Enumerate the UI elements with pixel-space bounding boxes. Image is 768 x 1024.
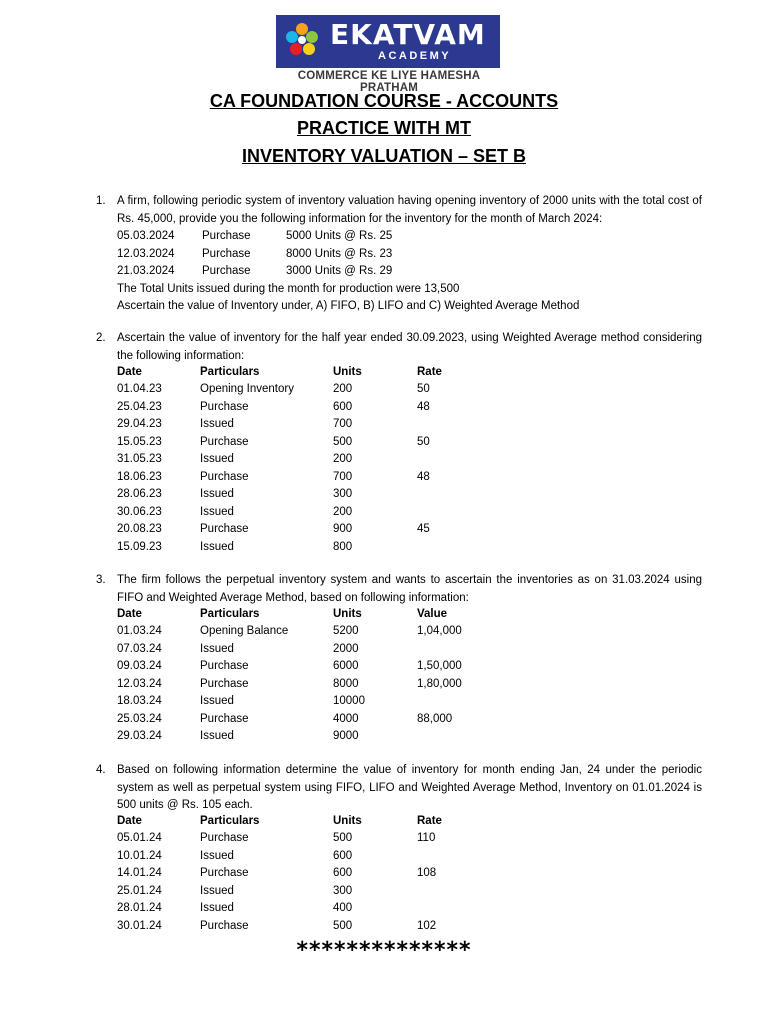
table-cell: Purchase xyxy=(200,660,249,672)
table-cell: Purchase xyxy=(200,713,249,725)
table-cell: 30.06.23 xyxy=(117,506,162,518)
table-cell: Purchase xyxy=(200,471,249,483)
table-cell: 1,80,000 xyxy=(417,678,462,690)
table-cell: 05.01.24 xyxy=(117,832,162,844)
table-cell: 2000 xyxy=(333,643,359,655)
table-cell: 6000 xyxy=(333,660,359,672)
table-cell: Value xyxy=(417,608,448,620)
table-cell: 700 xyxy=(333,418,353,430)
table-cell: 5200 xyxy=(333,625,359,637)
table-cell: 21.03.2024 xyxy=(117,265,175,277)
table-cell: 600 xyxy=(333,867,353,879)
table-cell: 1,50,000 xyxy=(417,660,462,672)
table-cell: 45 xyxy=(417,523,430,535)
table-cell: Particulars xyxy=(200,815,260,827)
logo-tagline: COMMERCE KE LIYE HAMESHA PRATHAM xyxy=(297,70,481,94)
table-cell: Issued xyxy=(200,850,234,862)
table-cell: Issued xyxy=(200,488,234,500)
question-2 xyxy=(96,330,702,365)
table-cell: 09.03.24 xyxy=(117,660,162,672)
table-cell: Rate xyxy=(417,815,442,827)
table-cell: 29.03.24 xyxy=(117,730,162,742)
table-cell: Date xyxy=(117,815,142,827)
table-cell: 102 xyxy=(417,920,437,932)
table-cell: Issued xyxy=(200,506,234,518)
table-cell: 500 xyxy=(333,920,353,932)
table-cell: 25.04.23 xyxy=(117,401,162,413)
table-cell: 29.04.23 xyxy=(117,418,162,430)
table-cell: 05.03.2024 xyxy=(117,230,175,242)
ascertain-line: Ascertain the value of Inventory under, A) FIFO, B) LIFO and C) Weighted Average Method xyxy=(117,300,580,312)
question-text: The firm follows the perpetual inventory system and wants to ascertain the inventories as on 31.03.2024 using FIFO and Weighted Average Method, based on following information: xyxy=(117,574,702,604)
table-cell: 400 xyxy=(333,902,353,914)
table-cell: Purchase xyxy=(200,920,249,932)
end-of-paper-marker: ************** xyxy=(296,938,472,963)
question-text: Ascertain the value of inventory for the half year ended 30.09.2023, using Weighted Average method considering the following information: xyxy=(117,332,702,362)
question-text: Based on following information determine the value of inventory for month ending Jan, 24 under the periodic system as well as perpetual system using FIFO, LIFO and Weighted Average Method, Inventory on 01.01.2024 is 500 units @ Rs. 105 each. xyxy=(117,764,702,811)
table-cell: Purchase xyxy=(200,678,249,690)
table-cell: 01.03.24 xyxy=(117,625,162,637)
table-cell: Purchase xyxy=(200,401,249,413)
table-cell: Opening Inventory xyxy=(200,383,294,395)
table-cell: 200 xyxy=(333,383,353,395)
table-cell: Purchase xyxy=(202,230,251,242)
question-number: 1. xyxy=(96,195,106,207)
question-4 xyxy=(96,762,702,815)
table-cell: 600 xyxy=(333,401,353,413)
table-cell: Units xyxy=(333,366,362,378)
table-cell: 900 xyxy=(333,523,353,535)
table-cell: Rate xyxy=(417,366,442,378)
question-number: 2. xyxy=(96,332,106,344)
table-cell: 8000 Units @ Rs. 23 xyxy=(286,248,393,260)
table-cell: 8000 xyxy=(333,678,359,690)
table-cell: Opening Balance xyxy=(200,625,289,637)
table-cell: 800 xyxy=(333,541,353,553)
table-cell: 28.01.24 xyxy=(117,902,162,914)
table-cell: Date xyxy=(117,366,142,378)
table-cell: 300 xyxy=(333,488,353,500)
table-cell: 50 xyxy=(417,436,430,448)
table-cell: 28.06.23 xyxy=(117,488,162,500)
table-cell: 200 xyxy=(333,506,353,518)
table-cell: Issued xyxy=(200,453,234,465)
table-cell: 14.01.24 xyxy=(117,867,162,879)
table-cell: 10000 xyxy=(333,695,365,707)
table-cell: 18.03.24 xyxy=(117,695,162,707)
table-cell: Issued xyxy=(200,643,234,655)
table-cell: Purchase xyxy=(200,436,249,448)
table-cell: Purchase xyxy=(200,867,249,879)
table-cell: Particulars xyxy=(200,366,260,378)
table-cell: 9000 xyxy=(333,730,359,742)
table-cell: Issued xyxy=(200,418,234,430)
table-cell: 110 xyxy=(417,832,436,844)
question-1 xyxy=(96,193,702,228)
table-cell: 15.05.23 xyxy=(117,436,162,448)
table-cell: Issued xyxy=(200,541,234,553)
table-cell: 18.06.23 xyxy=(117,471,162,483)
table-cell: 07.03.24 xyxy=(117,643,162,655)
table-cell: 4000 xyxy=(333,713,359,725)
table-cell: 1,04,000 xyxy=(417,625,462,637)
issued-units-line: The Total Units issued during the month for production were 13,500 xyxy=(117,283,460,295)
table-cell: 48 xyxy=(417,471,430,483)
table-cell: 48 xyxy=(417,401,430,413)
table-cell: 12.03.24 xyxy=(117,678,162,690)
table-cell: Purchase xyxy=(202,248,251,260)
table-cell: 31.05.23 xyxy=(117,453,162,465)
table-cell: Issued xyxy=(200,730,234,742)
table-cell: 01.04.23 xyxy=(117,383,162,395)
set-title: INVENTORY VALUATION – SET B xyxy=(241,146,527,166)
table-cell: Issued xyxy=(200,885,234,897)
table-cell: 25.01.24 xyxy=(117,885,162,897)
table-cell: Units xyxy=(333,815,362,827)
table-cell: 700 xyxy=(333,471,353,483)
table-cell: 5000 Units @ Rs. 25 xyxy=(286,230,393,242)
logo-name: EKATVAM xyxy=(330,18,486,51)
logo-subtitle: ACADEMY xyxy=(378,50,452,62)
table-cell: 500 xyxy=(333,832,353,844)
table-cell: 3000 Units @ Rs. 29 xyxy=(286,265,393,277)
table-cell: 15.09.23 xyxy=(117,541,162,553)
table-cell: Units xyxy=(333,608,362,620)
table-cell: 600 xyxy=(333,850,353,862)
table-cell: 30.01.24 xyxy=(117,920,162,932)
table-cell: Purchase xyxy=(200,523,249,535)
question-number: 3. xyxy=(96,574,106,586)
table-cell: 12.03.2024 xyxy=(117,248,175,260)
question-number: 4. xyxy=(96,764,106,776)
table-cell: Purchase xyxy=(202,265,251,277)
table-cell: 10.01.24 xyxy=(117,850,162,862)
table-cell: 88,000 xyxy=(417,713,453,725)
table-cell: Date xyxy=(117,608,142,620)
table-cell: 108 xyxy=(417,867,437,879)
question-text: A firm, following periodic system of inventory valuation having opening inventory of 2000 units with the total cost of Rs. 45,000, provide you the following information for the inventory for the month of March 2024: xyxy=(117,195,702,225)
practice-title: PRACTICE WITH MT xyxy=(297,118,471,138)
flower-logo-icon xyxy=(284,21,320,59)
table-cell: Particulars xyxy=(200,608,260,620)
table-cell: Issued xyxy=(200,902,234,914)
ekatvam-logo xyxy=(276,15,500,68)
table-cell: 500 xyxy=(333,436,353,448)
table-cell: 50 xyxy=(417,383,430,395)
question-3 xyxy=(96,572,702,607)
table-cell: Purchase xyxy=(200,832,249,844)
table-cell: 25.03.24 xyxy=(117,713,162,725)
table-cell: 300 xyxy=(333,885,353,897)
table-cell: 200 xyxy=(333,453,353,465)
table-cell: 20.08.23 xyxy=(117,523,162,535)
course-title: CA FOUNDATION COURSE - ACCOUNTS xyxy=(209,91,559,111)
table-cell: Issued xyxy=(200,695,234,707)
